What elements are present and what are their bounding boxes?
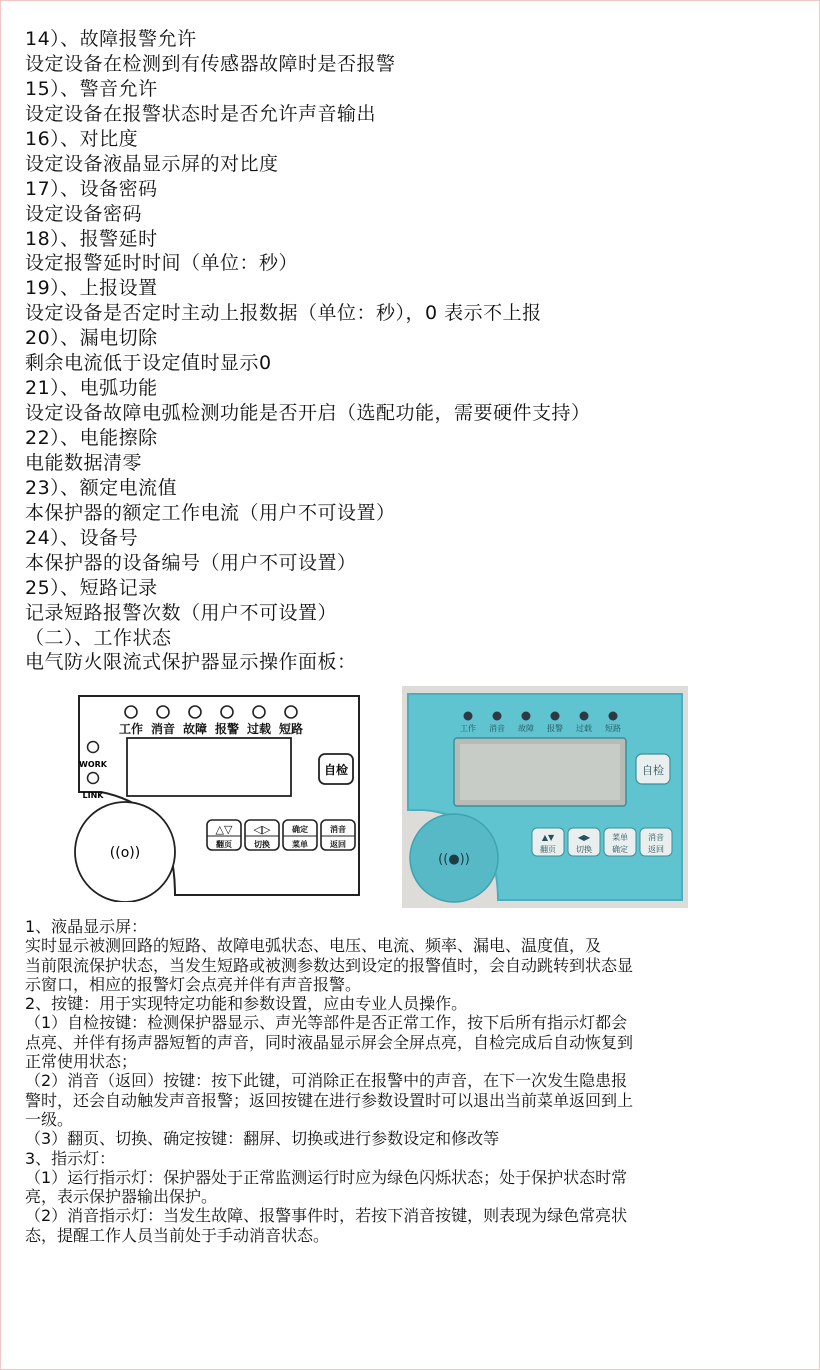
- line: 一级。: [25, 1109, 74, 1129]
- photo-indicator-label: 短路: [605, 724, 621, 733]
- photo-led: [522, 712, 531, 721]
- indicator-label: 短路: [278, 722, 304, 736]
- photo-button-label: 菜单: [612, 833, 628, 842]
- button-label: 消音: [330, 825, 346, 834]
- photo-button-label: 确定: [612, 845, 628, 854]
- self-test-label: 自检: [323, 763, 349, 777]
- photo-led: [493, 712, 502, 721]
- button-label: 菜单: [292, 840, 308, 849]
- line: 设定设备是否定时主动上报数据（单位：秒），0 表示不上报: [25, 302, 542, 325]
- indicator-label: 消音: [150, 722, 176, 736]
- photo-led: [609, 712, 618, 721]
- line: （2）消音（返回）按键：按下此键，可消除正在报警中的声音，在下一次发生隐患报: [25, 1071, 628, 1091]
- line: 设定设备液晶显示屏的对比度: [25, 152, 279, 175]
- indicator-label: 过载: [246, 722, 272, 736]
- line: 15）、警音允许: [25, 77, 158, 100]
- line: 记录短路报警次数（用户不可设置）: [25, 601, 338, 624]
- line: 22）、电能擦除: [25, 427, 158, 449]
- line: 态，提醒工作人员当前处于手动消音状态。: [25, 1225, 330, 1245]
- photo-button-symbol: ◀▶: [577, 833, 591, 842]
- link-label: LINK: [82, 791, 104, 800]
- line: 正常使用状态；: [25, 1052, 138, 1072]
- photo-led: [464, 712, 473, 721]
- line: 25）、短路记录: [25, 576, 158, 599]
- line: 3、指示灯：: [25, 1148, 116, 1168]
- line: （二）、工作状态: [25, 626, 172, 649]
- line: 本保护器的额定工作电流（用户不可设置）: [25, 501, 396, 524]
- indicator-label: 报警: [214, 722, 240, 736]
- photo-wave-icon: ((●)): [438, 852, 470, 867]
- line: 17）、设备密码: [25, 177, 158, 200]
- panel-photo: [402, 686, 688, 908]
- photo-indicator-label: 故障: [518, 724, 534, 733]
- wave-icon: ((o)): [109, 845, 141, 861]
- description-text: [25, 917, 805, 1245]
- photo-indicator-label: 过载: [576, 724, 592, 733]
- button-label: 切换: [254, 840, 270, 849]
- line: 1、液晶显示屏：: [25, 917, 148, 936]
- line: 当前限流保护状态，当发生短路或被测参数达到设定的报警值时，会自动跳转到状态显: [25, 955, 634, 975]
- photo-button-label: 消音: [648, 833, 664, 842]
- line: 设定设备在报警状态时是否允许声音输出: [25, 102, 377, 125]
- settings-text: [25, 27, 805, 675]
- line: 亮，表示保护器输出保护。: [25, 1187, 218, 1207]
- photo-lcd-screen: [460, 744, 620, 800]
- line: （1）运行指示灯：保护器处于正常监测运行时应为绿色闪烁状态；处于保护状态时常: [25, 1167, 628, 1187]
- photo-indicator-label: 工作: [460, 724, 476, 733]
- line: 16）、对比度: [25, 127, 139, 150]
- line: 18）、报警延时: [25, 227, 158, 250]
- button-label: 确定: [292, 825, 308, 834]
- photo-button-label: 切换: [576, 845, 592, 854]
- line: 示窗口，相应的报警灯会点亮并伴有声音报警。: [25, 974, 362, 994]
- indicator-label: 故障: [182, 722, 208, 736]
- photo-button-symbol: ▲▼: [541, 833, 555, 842]
- lcd-screen: [127, 738, 291, 796]
- panel-drawing: [71, 692, 367, 902]
- button-label: 返回: [330, 840, 346, 849]
- line: （1）自检按键：检测保护器显示、声光等部件是否正常工作，按下后所有指示灯都会: [25, 1013, 628, 1033]
- photo-led: [580, 712, 589, 721]
- work-label: WORK: [79, 760, 107, 769]
- line: 警时，还会自动触发声音报警；返回按键在进行参数设置时可以退出当前菜单返回到上: [25, 1090, 634, 1110]
- line: （2）消音指示灯：当发生故障、报警事件时，若按下消音按键，则表现为绿色常亮状: [25, 1206, 628, 1226]
- photo-indicator-label: 报警: [547, 724, 563, 733]
- line: 19）、上报设置: [25, 277, 158, 300]
- photo-led: [551, 712, 560, 721]
- photo-self-test-label: 自检: [642, 764, 664, 777]
- photo-button-label: 翻页: [540, 845, 556, 854]
- line: 2、按键：用于实现特定功能和参数设置，应由专业人员操作。: [25, 994, 468, 1014]
- line: （3）翻页、切换、确定按键：翻屏、切换或进行参数设定和修改等: [25, 1129, 500, 1149]
- button-symbol: △▽: [215, 823, 233, 836]
- panel-figures: [1, 684, 820, 909]
- line: 设定设备在检测到有传感器故障时是否报警: [25, 52, 396, 75]
- line: 24）、设备号: [25, 526, 139, 549]
- line: 设定设备密码: [25, 202, 143, 225]
- button-label: 翻页: [216, 840, 232, 849]
- photo-button-label: 返回: [648, 845, 664, 854]
- line: 14）、故障报警允许: [25, 28, 197, 50]
- line: 设定报警延时时间（单位：秒）: [25, 252, 299, 275]
- line: 23）、额定电流值: [25, 476, 178, 499]
- line: 21）、电弧功能: [25, 377, 158, 400]
- line: 剩余电流低于设定值时显示0: [25, 352, 272, 375]
- line: 实时显示被测回路的短路、故障电弧状态、电压、电流、频率、漏电、温度值，及: [25, 936, 602, 956]
- indicator-label: 工作: [118, 722, 144, 736]
- line: 20）、漏电切除: [25, 327, 158, 350]
- button-symbol: ◁▷: [253, 823, 271, 836]
- line: 电气防火限流式保护器显示操作面板：: [25, 651, 357, 674]
- line: 点亮、并伴有扬声器短暂的声音，同时液晶显示屏会全屏点亮，自检完成后自动恢复到: [25, 1032, 634, 1052]
- photo-indicator-label: 消音: [489, 724, 505, 733]
- line: 设定设备故障电弧检测功能是否开启（选配功能，需要硬件支持）: [25, 402, 591, 425]
- line: 本保护器的设备编号（用户不可设置）: [25, 551, 357, 574]
- line: 电能数据清零: [25, 451, 143, 474]
